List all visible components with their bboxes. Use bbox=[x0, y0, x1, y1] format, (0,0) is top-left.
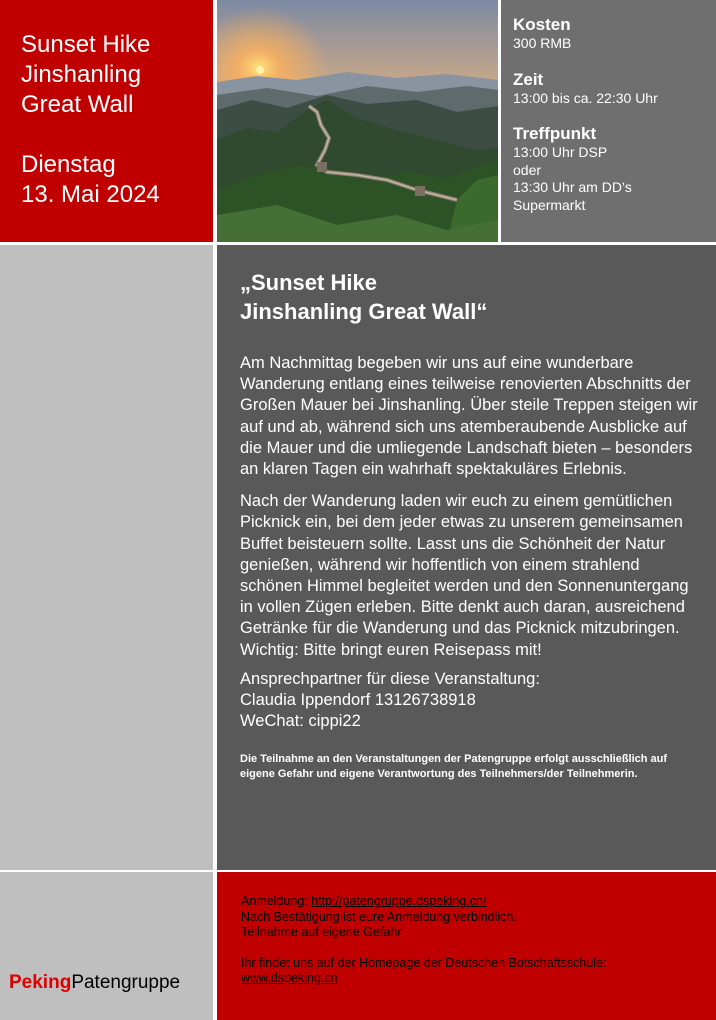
brand-patengruppe: Patengruppe bbox=[71, 972, 181, 993]
registration-panel bbox=[217, 872, 716, 1020]
cost-label: Kosten bbox=[513, 15, 571, 34]
time-value: 13:00 bis ca. 22:30 Uhr bbox=[513, 89, 658, 106]
time-section bbox=[513, 69, 716, 108]
meeting-point-label: Treffpunkt bbox=[513, 124, 597, 143]
peking-patengruppe-logo bbox=[9, 972, 180, 994]
cost-value: 300 RMB bbox=[513, 35, 572, 51]
description-paragraph-1: Am Nachmittag begeben wir uns auf eine wunderbare Wanderung entlang eines teilweise renovierten Abschnitts der Großen Mauer bei Jinshanling. Über steile Treppen steigen wir auf und ab, während sich uns atemberaubende Ausblicke auf die Mauer und die umliegende Landschaft bieten – besonders an klaren Tagen ein wahrhaft spektakuläres Erlebnis. bbox=[240, 354, 698, 479]
brand-panel bbox=[0, 872, 213, 1020]
event-title-line-2: Jinshanling bbox=[21, 61, 142, 88]
description-panel bbox=[217, 245, 716, 870]
registration-line bbox=[241, 894, 716, 910]
registration-risk-note: Teilnahme auf eigene Gefahr bbox=[241, 925, 402, 939]
event-title-line-1: Sunset Hike bbox=[21, 31, 151, 58]
meeting-point-section bbox=[513, 123, 716, 214]
cost-section bbox=[513, 14, 716, 53]
contact-info bbox=[240, 669, 698, 733]
title-panel bbox=[0, 0, 213, 242]
homepage-link[interactable]: www.dspeking.cn bbox=[241, 971, 338, 985]
event-date: 13. Mai 2024 bbox=[21, 181, 160, 208]
left-grey-panel bbox=[0, 245, 213, 870]
info-panel bbox=[501, 0, 716, 242]
event-heading bbox=[240, 268, 698, 326]
homepage-note: Ihr findet uns auf der Homepage der Deutschen Botschaftsschule: bbox=[241, 955, 607, 970]
meeting-point-line: 13:00 Uhr DSP bbox=[513, 144, 608, 160]
event-title-line-3: Great Wall bbox=[21, 91, 134, 118]
meeting-point-line: 13:30 Uhr am DD’s bbox=[513, 179, 632, 195]
event-heading-line-2: Jinshanling Great Wall“ bbox=[240, 299, 488, 324]
contact-heading: Ansprechpartner für diese Veranstaltung: bbox=[240, 669, 540, 688]
contact-name-phone: Claudia Ippendorf 13126738918 bbox=[240, 691, 476, 710]
contact-wechat: WeChat: cippi22 bbox=[240, 712, 361, 731]
description-paragraph-2: Nach der Wanderung laden wir euch zu einem gemütlichen Picknick ein, bei dem jeder etwas zu unserem gemeinsamen Buffet beisteuern sollte. Lasst uns die Schönheit der Natur genießen, während wir hoffentlich von einem strahlend schönen Himmel begleitet werden und den Sonnenuntergang in vollen Zügen erleben. Bitte denkt auch daran, ausreichend Getränke für die Wanderung und das Picknick mitzubringen. Wichtig: Bitte bringt euren Reisepass mit! bbox=[240, 492, 689, 659]
disclaimer: Die Teilnahme an den Veranstaltungen der Patengruppe erfolgt ausschließlich auf eigene Gefahr und eigene Verantwortung des Teilnehmers/der Teilnehmerin. bbox=[240, 753, 668, 781]
registration-confirmation: Nach Bestätigung ist eure Anmeldung verbindlich. bbox=[241, 909, 517, 924]
event-day: Dienstag bbox=[21, 151, 116, 178]
registration-label: Anmeldung: bbox=[241, 894, 312, 908]
time-label: Zeit bbox=[513, 69, 544, 89]
event-heading-line-1: „Sunset Hike bbox=[240, 270, 377, 295]
registration-link[interactable]: http://patengruppe.dspeking.cn/ bbox=[311, 894, 487, 908]
brand-peking: Peking bbox=[9, 972, 72, 993]
meeting-point-line: oder bbox=[513, 161, 542, 178]
meeting-point-line: Supermarkt bbox=[513, 196, 586, 213]
great-wall-sunset-photo bbox=[217, 0, 498, 242]
